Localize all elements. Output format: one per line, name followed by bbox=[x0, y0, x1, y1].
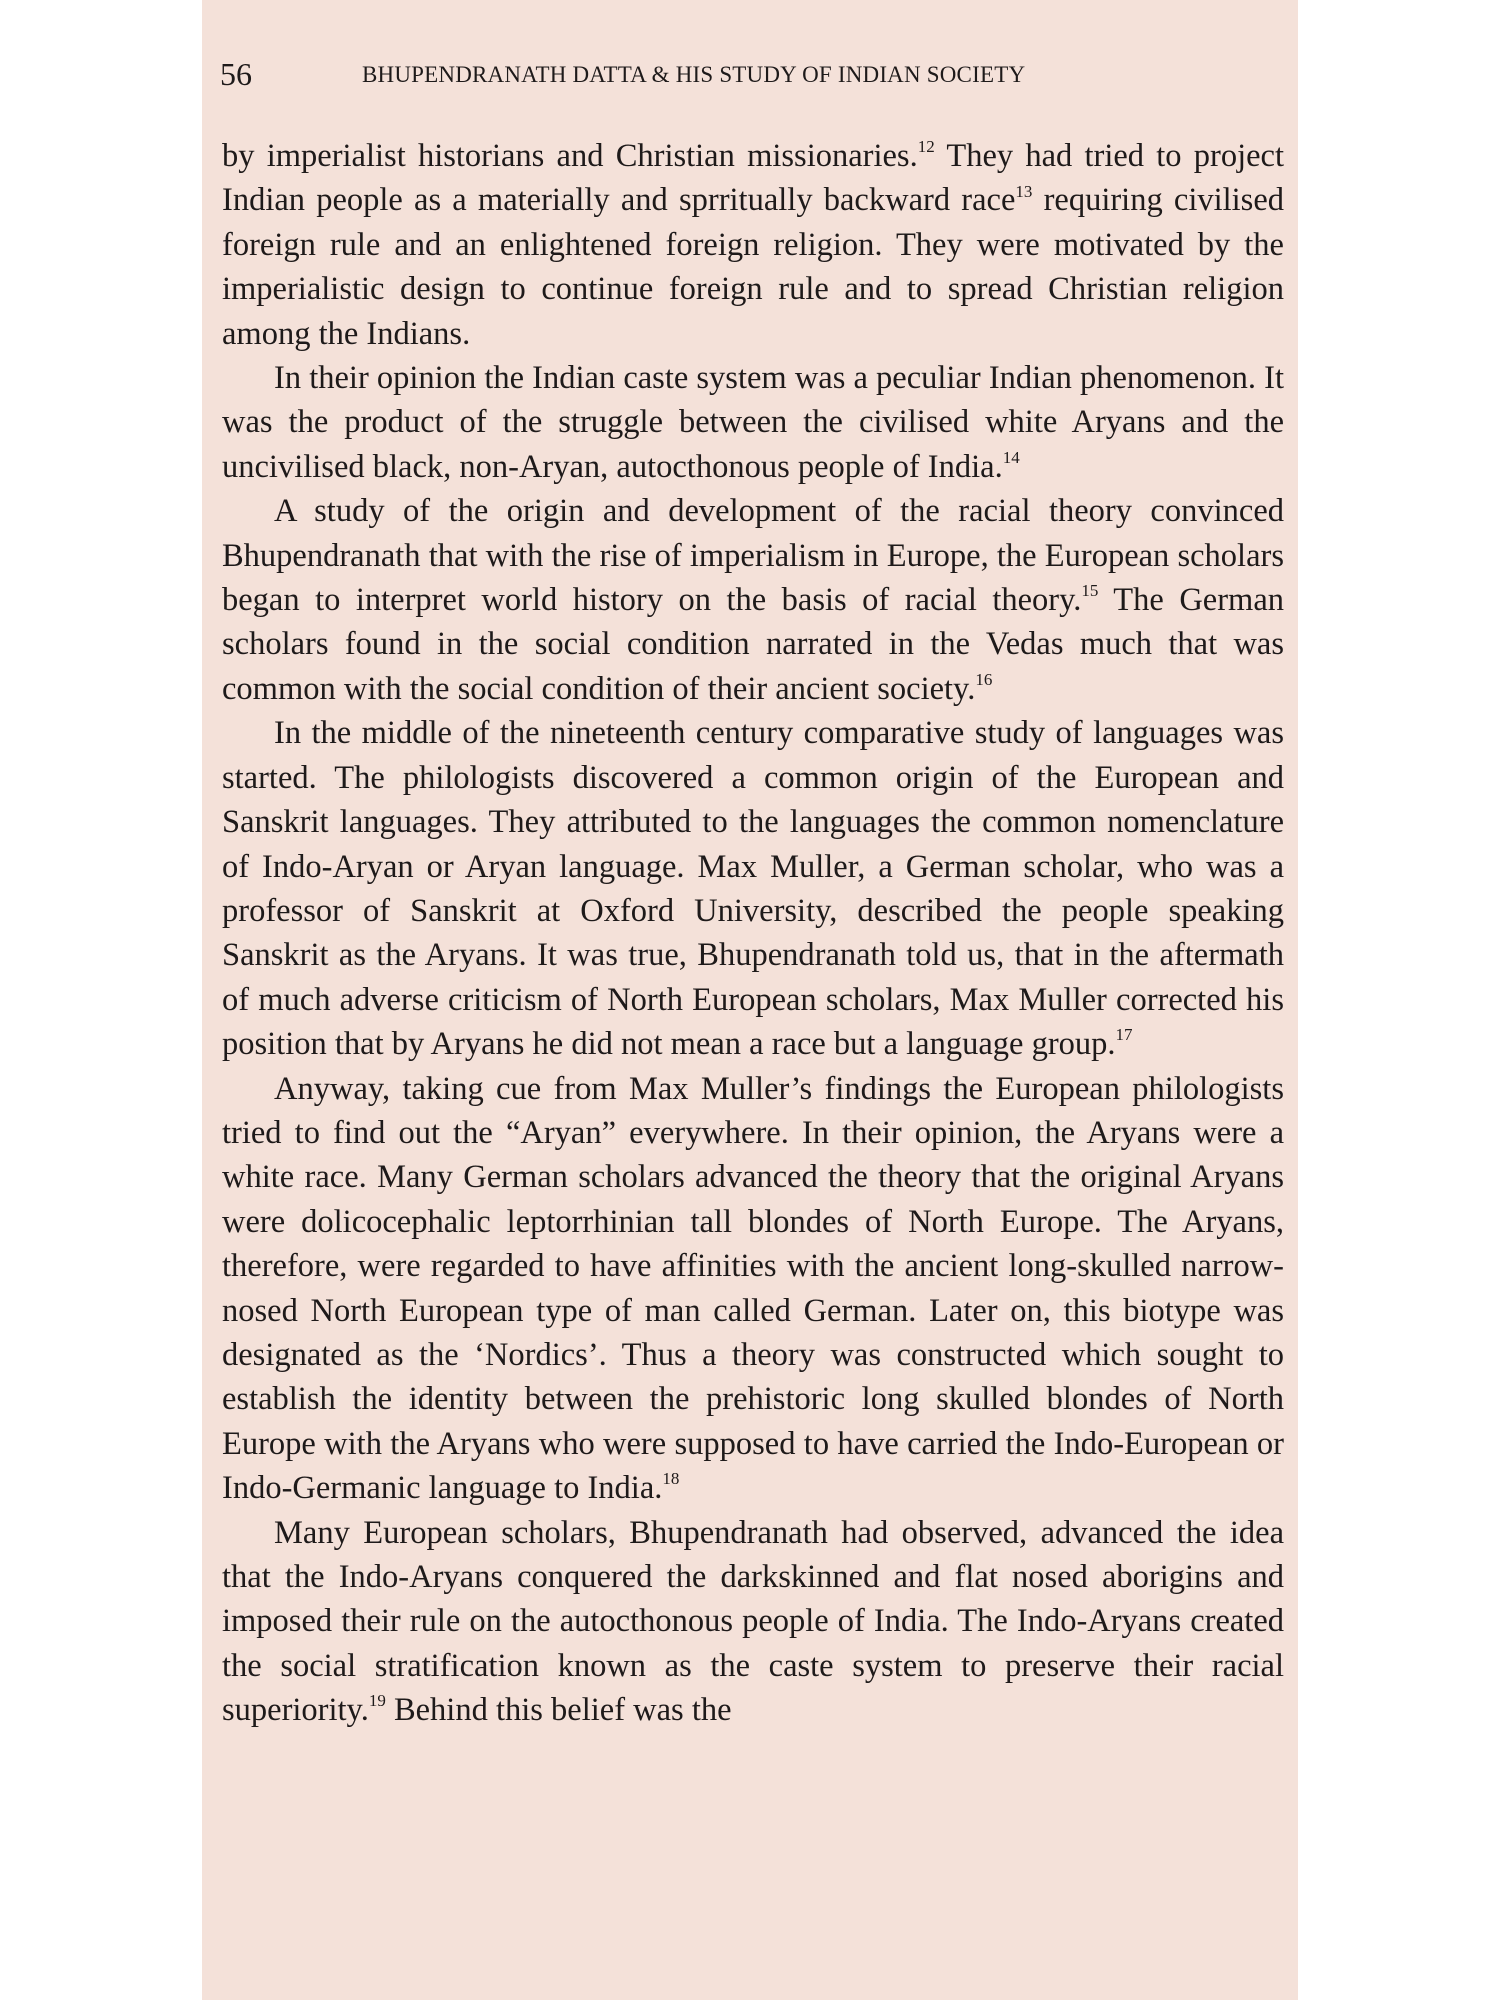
book-page bbox=[202, 0, 1298, 2000]
page-header bbox=[220, 56, 1280, 96]
paragraph: In the middle of the nineteenth century comparative study of languages was started. The philologists discovered a common origin of the European and Sanskrit languages. They attributed to the languages the common nomenclature of Indo-Aryan or Aryan language. Max Muller, a German scholar, who was a professor of Sanskrit at Oxford University, described the people speaking Sanskrit as the Aryans. It was true, Bhupendranath told us, that in the aftermath of much adverse criticism of North European scholars, Max Muller corrected his position that by Aryans he did not mean a race but a language group.$^{17}$ bbox=[222, 715, 1284, 1063]
paragraph: A study of the origin and development of the racial theory convinced Bhupendranath that with the rise of imperialism in Europe, the European scholars began to interpret world history on the basis of racial theory.$^{15}$ The German scholars found in the social condition narrated in the Vedas much that was common with the social condition of their ancient society.$^{16}$ bbox=[222, 493, 1284, 707]
footnote-marker: 14 bbox=[1002, 448, 1020, 468]
paragraph: Anyway, taking cue from Max Muller’s findings the European philologists tried to find out the “Aryan” everywhere. In their opinion, the Aryans were a white race. Many German scholars advanced the theory that the original Aryans were dolicocephalic leptorrhinian tall blondes of North Europe. The Aryans, therefore, were regarded to have affinities with the ancient long-skulled narrow-nosed North European type of man called German. Later on, this biotype was designated as the ‘Nordics’. Thus a theory was constructed which sought to establish the identity between the prehistoric long skulled blondes of North Europe with the Aryans who were supposed to have carried the Indo-European or Indo-Germanic language to India.$^{18}$ bbox=[222, 1070, 1284, 1507]
footnote-marker: 15 bbox=[1081, 581, 1099, 601]
running-title: BHUPENDRANATH DATTA & HIS STUDY OF INDIAN SOCIETY bbox=[362, 62, 1026, 87]
footnote-marker: 17 bbox=[1115, 1025, 1133, 1045]
footnote-marker: 12 bbox=[917, 137, 935, 157]
page-number: 56 bbox=[220, 56, 252, 92]
footnote-marker: 19 bbox=[368, 1691, 386, 1711]
footnote-marker: 16 bbox=[975, 670, 993, 690]
paragraph: by imperialist historians and Christian missionaries.$^{12}$ They had tried to project Indian people as a materially and sprritually backward race$^{13}$ requiring civilised foreign rule and an enlightened foreign religion. They were motivated by the imperialistic design to continue foreign rule and to spread Christian religion among the Indians. bbox=[222, 137, 1285, 352]
footnote-marker: 18 bbox=[662, 1469, 680, 1489]
paragraph: In their opinion the Indian caste system was a peculiar Indian phenomenon. It was the product of the struggle between the civilised white Aryans and the uncivilised black, non-Aryan, autocthonous people of India.$^{14}$ bbox=[222, 360, 1284, 485]
footnote-marker: 13 bbox=[1015, 181, 1033, 201]
body-text bbox=[222, 134, 1284, 1733]
paragraph: Many European scholars, Bhupendranath had observed, advanced the idea that the Indo-Aryans conquered the darkskinned and flat nosed aborigins and imposed their rule on the autocthonous people of India. The Indo-Aryans created the social stratification known as the caste system to preserve their racial superiority.$^{19}$ Behind this belief was the bbox=[222, 1514, 1284, 1729]
